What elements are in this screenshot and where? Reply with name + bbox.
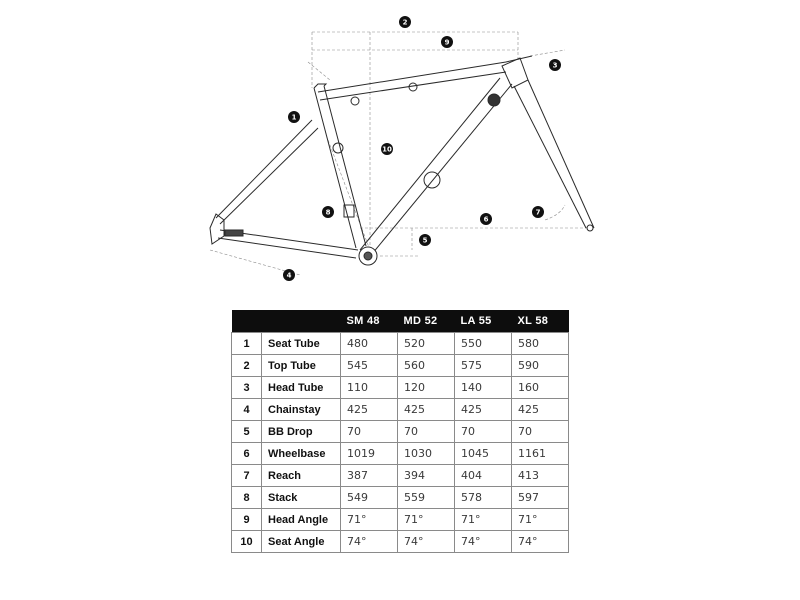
value-cell: 110 <box>341 377 398 399</box>
value-cell: 160 <box>512 377 569 399</box>
row-number: 8 <box>232 487 262 509</box>
value-cell: 425 <box>341 399 398 421</box>
callout-badge <box>399 16 411 28</box>
row-number: 10 <box>232 531 262 553</box>
row-label: Wheelbase <box>262 443 341 465</box>
value-cell: 549 <box>341 487 398 509</box>
header-cell <box>262 310 341 333</box>
value-cell: 480 <box>341 333 398 355</box>
row-label: Stack <box>262 487 341 509</box>
value-cell: 71° <box>455 509 512 531</box>
svg-text:8: 8 <box>325 208 331 217</box>
row-number: 6 <box>232 443 262 465</box>
value-cell: 425 <box>455 399 512 421</box>
table-header-row <box>232 310 569 333</box>
value-cell: 74° <box>341 531 398 553</box>
table-row <box>232 531 569 553</box>
table-row <box>232 421 569 443</box>
value-cell: 120 <box>398 377 455 399</box>
value-cell: 1019 <box>341 443 398 465</box>
row-label: Chainstay <box>262 399 341 421</box>
table-row <box>232 465 569 487</box>
value-cell: 387 <box>341 465 398 487</box>
table-row <box>232 509 569 531</box>
value-cell: 1161 <box>512 443 569 465</box>
value-cell: 1045 <box>455 443 512 465</box>
row-number: 2 <box>232 355 262 377</box>
header-cell <box>232 310 262 333</box>
callout-badge <box>322 206 334 218</box>
callout-badges <box>283 16 561 281</box>
value-cell: 71° <box>512 509 569 531</box>
header-size-la: LA 55 <box>455 310 512 333</box>
value-cell: 70 <box>398 421 455 443</box>
frame-tubes <box>210 56 594 265</box>
svg-text:1: 1 <box>291 113 297 122</box>
row-number: 7 <box>232 465 262 487</box>
svg-text:9: 9 <box>444 38 450 47</box>
row-number: 9 <box>232 509 262 531</box>
row-label: Head Tube <box>262 377 341 399</box>
svg-text:2: 2 <box>402 18 408 27</box>
svg-text:4: 4 <box>286 271 292 280</box>
value-cell: 580 <box>512 333 569 355</box>
value-cell: 70 <box>512 421 569 443</box>
value-cell: 71° <box>398 509 455 531</box>
row-label: Seat Angle <box>262 531 341 553</box>
value-cell: 578 <box>455 487 512 509</box>
row-number: 4 <box>232 399 262 421</box>
geometry-table <box>231 310 569 553</box>
row-number: 1 <box>232 333 262 355</box>
header-size-md: MD 52 <box>398 310 455 333</box>
dimension-lines <box>210 32 590 275</box>
row-label: Head Angle <box>262 509 341 531</box>
callout-badge <box>381 143 393 155</box>
svg-text:7: 7 <box>535 208 541 217</box>
value-cell: 404 <box>455 465 512 487</box>
value-cell: 520 <box>398 333 455 355</box>
row-number: 3 <box>232 377 262 399</box>
table-row <box>232 399 569 421</box>
svg-text:3: 3 <box>552 61 558 70</box>
callout-badge <box>549 59 561 71</box>
value-cell: 74° <box>455 531 512 553</box>
table-row <box>232 355 569 377</box>
value-cell: 413 <box>512 465 569 487</box>
value-cell: 70 <box>341 421 398 443</box>
value-cell: 70 <box>455 421 512 443</box>
row-label: Reach <box>262 465 341 487</box>
value-cell: 74° <box>398 531 455 553</box>
value-cell: 590 <box>512 355 569 377</box>
callout-badge <box>288 111 300 123</box>
header-size-xl: XL 58 <box>512 310 569 333</box>
callout-badge <box>441 36 453 48</box>
svg-text:10: 10 <box>382 145 392 154</box>
header-size-sm: SM 48 <box>341 310 398 333</box>
value-cell: 425 <box>398 399 455 421</box>
svg-text:5: 5 <box>422 236 428 245</box>
value-cell: 140 <box>455 377 512 399</box>
row-label: Seat Tube <box>262 333 341 355</box>
value-cell: 394 <box>398 465 455 487</box>
value-cell: 575 <box>455 355 512 377</box>
table-row <box>232 333 569 355</box>
value-cell: 74° <box>512 531 569 553</box>
table-row <box>232 443 569 465</box>
value-cell: 425 <box>512 399 569 421</box>
row-number: 5 <box>232 421 262 443</box>
callout-badge <box>480 213 492 225</box>
table-row <box>232 377 569 399</box>
svg-text:6: 6 <box>483 215 489 224</box>
row-label: Top Tube <box>262 355 341 377</box>
callout-badge <box>532 206 544 218</box>
value-cell: 1030 <box>398 443 455 465</box>
value-cell: 597 <box>512 487 569 509</box>
value-cell: 71° <box>341 509 398 531</box>
row-label: BB Drop <box>262 421 341 443</box>
value-cell: 560 <box>398 355 455 377</box>
value-cell: 550 <box>455 333 512 355</box>
callout-badge <box>419 234 431 246</box>
callout-badge <box>283 269 295 281</box>
table-row <box>232 487 569 509</box>
value-cell: 545 <box>341 355 398 377</box>
value-cell: 559 <box>398 487 455 509</box>
